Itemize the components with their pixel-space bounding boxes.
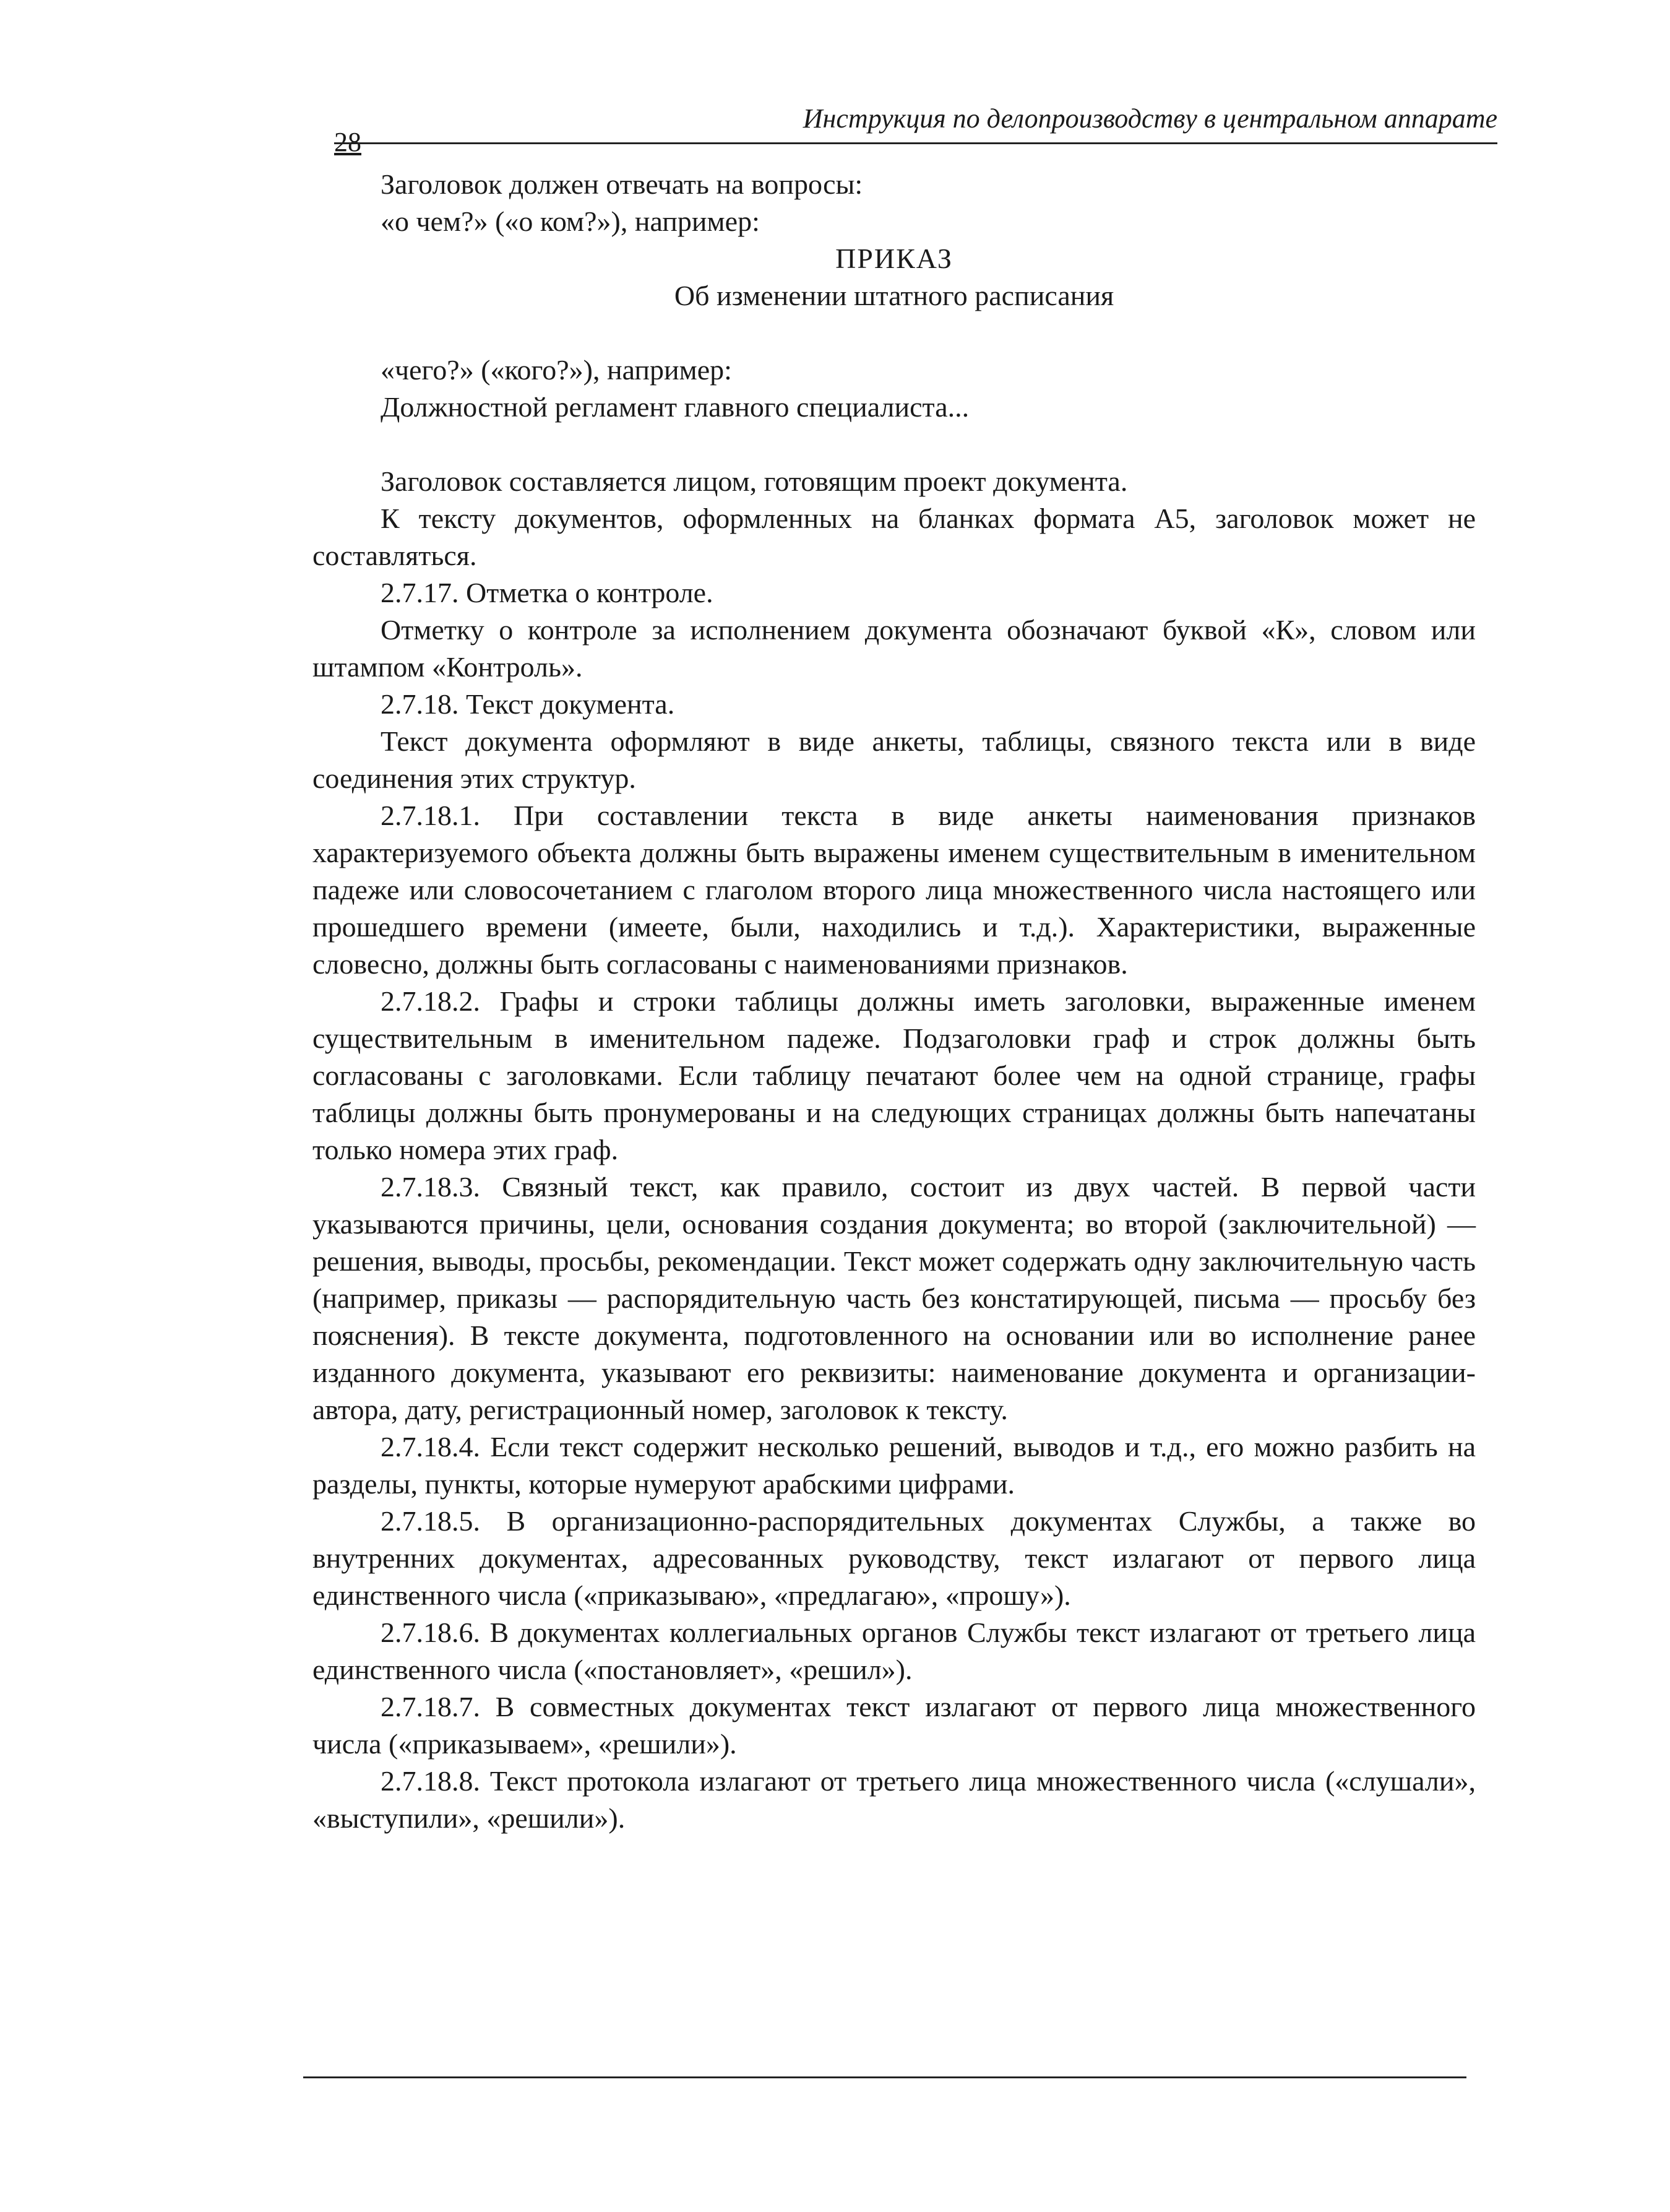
paragraph-text-forms: Текст документа оформляют в виде анкеты, таблицы, связного текста или в виде соединения этих структур. bbox=[312, 725, 1476, 794]
example-2: Должностной регламент главного специалиста... bbox=[381, 391, 970, 423]
intro-line-3: «чего?» («кого?»), например: bbox=[381, 354, 732, 386]
running-title: Инструкция по делопроизводству в центральном аппарате bbox=[803, 103, 1497, 134]
section-2-7-18-6: 2.7.18.6. В документах коллегиальных органов Службы текст излагают от третьего лица единственного числа («постановляет», «решил»). bbox=[312, 1617, 1476, 1685]
section-2-7-18-8: 2.7.18.8. Текст протокола излагают от третьего лица множественного числа («слушали», «выступили», «решили»). bbox=[312, 1765, 1476, 1834]
section-2-7-18-4: 2.7.18.4. Если текст содержит несколько решений, выводов и т.д., его можно разбить на разделы, пункты, которые нумеруют арабскими цифрами. bbox=[312, 1431, 1476, 1500]
spacer bbox=[312, 314, 1476, 352]
body-text bbox=[312, 166, 1476, 1837]
example-title: ПРИКАЗ bbox=[835, 243, 953, 274]
intro-line-2: «о чем?» («о ком?»), например: bbox=[381, 205, 760, 237]
section-2-7-18: 2.7.18. Текст документа. bbox=[381, 688, 675, 720]
section-2-7-18-7: 2.7.18.7. В совместных документах текст излагают от первого лица множественного числа («приказываем», «решили»). bbox=[312, 1691, 1476, 1760]
section-2-7-18-3: 2.7.18.3. Связный текст, как правило, состоит из двух частей. В первой части указываются причины, цели, основания создания документа; во второй (заключительной) — решения, выводы, просьбы, рекомендации. Текст может содержать одну заключительную часть (например, приказы — распорядительную часть без констатирующей, письма — просьбу без пояснения). В тексте документа, подготовленного на основании или во исполнение ранее изданного документа, указывают его реквизиты: наименование документа и организации-автора, дату, регистрационный номер, заголовок к тексту. bbox=[312, 1171, 1476, 1425]
section-2-7-17: 2.7.17. Отметка о контроле. bbox=[381, 577, 713, 608]
intro-line-1: Заголовок должен отвечать на вопросы: bbox=[381, 168, 863, 200]
paragraph-a5: К тексту документов, оформленных на бланках формата А5, заголовок может не составляться. bbox=[312, 503, 1476, 571]
section-2-7-18-1: 2.7.18.1. При составлении текста в виде анкеты наименования признаков характеризуемого объекта должны быть выражены именем существительным в именительном падеже или словосочетанием с глаголом второго лица множественного числа настоящего или прошедшего времени (имеете, были, находились и т.д.). Характеристики, выраженные словесно, должны быть согласованы с наименованиями признаков. bbox=[312, 800, 1476, 980]
spacer bbox=[312, 426, 1476, 463]
section-2-7-18-5: 2.7.18.5. В организационно-распорядительных документах Службы, а также во внутренних документах, адресованных руководству, текст излагают от первого лица единственного числа («приказываю», «предлагаю», «прошу»). bbox=[312, 1505, 1476, 1611]
example-subtitle: Об изменении штатного расписания bbox=[674, 280, 1114, 311]
footer-rule bbox=[303, 2076, 1466, 2078]
page-header bbox=[334, 103, 1497, 157]
paragraph-control: Отметку о контроле за исполнением документа обозначают буквой «К», словом или штампом «Контроль». bbox=[312, 614, 1476, 683]
page-number: 28 bbox=[334, 127, 361, 157]
header-rule bbox=[334, 142, 1497, 144]
section-2-7-18-2: 2.7.18.2. Графы и строки таблицы должны иметь заголовки, выраженные именем существительным в именительном падеже. Подзаголовки граф и строк должны быть согласованы с заголовками. Если таблицу печатают более чем на одной странице, графы таблицы должны быть пронумерованы и на следующих страницах должны быть напечатаны только номера этих граф. bbox=[312, 985, 1476, 1165]
paragraph-heading-author: Заголовок составляется лицом, готовящим проект документа. bbox=[381, 465, 1128, 497]
